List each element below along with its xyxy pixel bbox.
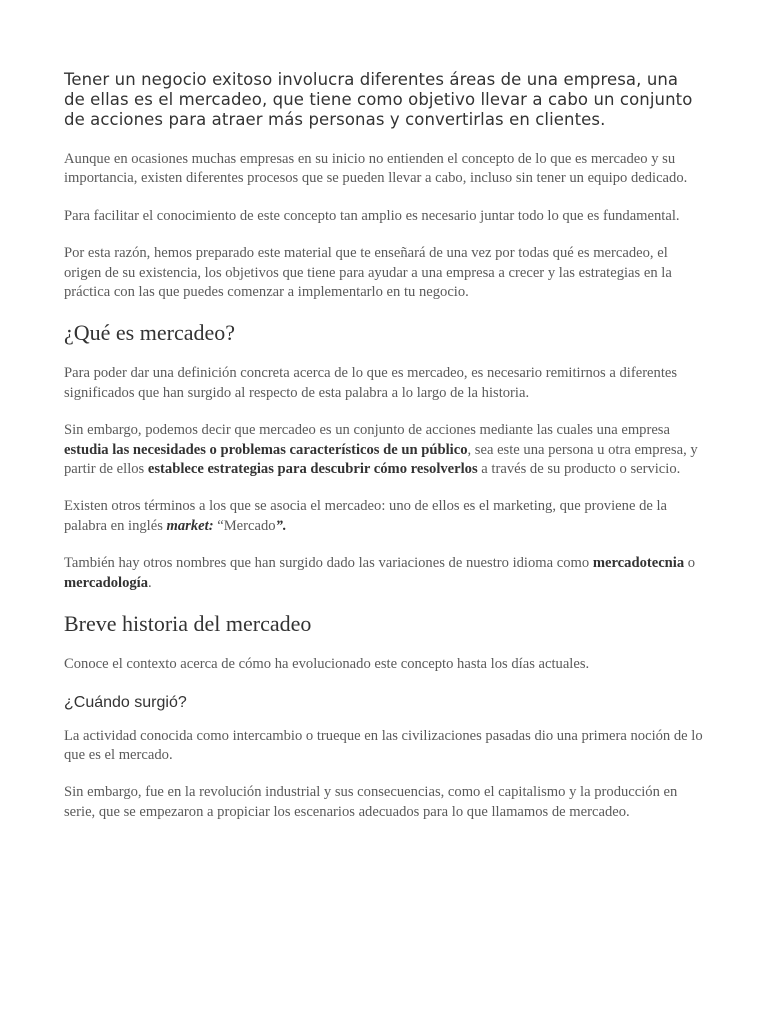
document-page (64, 70, 704, 840)
bold-italic-text (167, 518, 214, 534)
text-run: a través de su producto o servicio. (477, 461, 681, 478)
text-run: , sea este una persona u otra empresa, y partir de ellos (64, 441, 698, 478)
history-paragraph-1: Conoce el contexto acerca de cómo ha evolucionado este concepto hasta los días actuales. (64, 656, 590, 673)
bold-text: estudia las necesidades o problemas característicos de un público (64, 441, 468, 458)
bold-text: mercadología (64, 574, 149, 591)
text-run: . (148, 574, 152, 591)
lead-paragraph: Tener un negocio exitoso involucra diferentes áreas de una empresa, una de ellas es el mercadeo, que tiene como objetivo llevar a cabo un conjunto de acciones para atraer más personas y convertirlas en clientes. (64, 70, 693, 129)
history-paragraph-2: La actividad conocida como intercambio o trueque en las civilizaciones pasadas dio una primera noción de lo que es el mercado. (64, 727, 703, 763)
text-run: “Mercado (213, 517, 276, 534)
bold-italic-text-inner: market: (166, 517, 214, 534)
text-run: También hay otros nombres que han surgido dado las variaciones de nuestro idioma como (64, 555, 593, 572)
text-run: o (684, 555, 696, 572)
bold-italic-quote-inner: ”. (275, 517, 287, 534)
intro-paragraph-2: Para facilitar el conocimiento de este concepto tan amplio es necesario juntar todo lo que es fundamental. (64, 207, 680, 224)
subheading-cuando-surgio: ¿Cuándo surgió? (64, 693, 187, 711)
text-run: Existen otros términos a los que se asocia el mercadeo: uno de ellos es el marketing, que proviene de la palabra en inglés (64, 498, 668, 534)
intro-paragraph-1: Aunque en ocasiones muchas empresas en su inicio no entienden el concepto de lo que es mercadeo y su importancia, existen diferentes procesos que se pueden llevar a cabo, incluso sin tener un equipo dedicado. (64, 151, 688, 187)
definition-paragraph-2 (64, 421, 704, 479)
text-run: Sin embargo, podemos decir que mercadeo es un conjunto de acciones mediante las cuales una empresa (64, 422, 670, 439)
heading-breve-historia: Breve historia del mercadeo (64, 611, 312, 637)
bold-italic-quote (276, 518, 287, 534)
definition-paragraph-3 (64, 497, 704, 536)
bold-text: mercadotecnia (592, 555, 685, 572)
heading-que-es-mercadeo: ¿Qué es mercadeo? (64, 320, 236, 346)
definition-paragraph-4 (64, 554, 704, 593)
bold-text: establece estrategias para descubrir cómo resolverlos (147, 461, 478, 478)
history-paragraph-3: Sin embargo, fue en la revolución industrial y sus consecuencias, como el capitalismo y la producción en serie, que se empezaron a propiciar los escenarios adecuados para lo que llamamos de mercadeo. (64, 784, 678, 820)
definition-paragraph-1: Para poder dar una definición concreta acerca de lo que es mercadeo, es necesario remitirnos a diferentes significados que han surgido al respecto de esta palabra a lo largo de la historia. (64, 365, 678, 401)
intro-paragraph-3: Por esta razón, hemos preparado este material que te enseñará de una vez por todas qué es mercadeo, el origen de su existencia, los objetivos que tiene para ayudar a una empresa a crecer y las estrategias en la práctica con las que puedes comenzar a implementarlo en tu negocio. (64, 245, 672, 301)
